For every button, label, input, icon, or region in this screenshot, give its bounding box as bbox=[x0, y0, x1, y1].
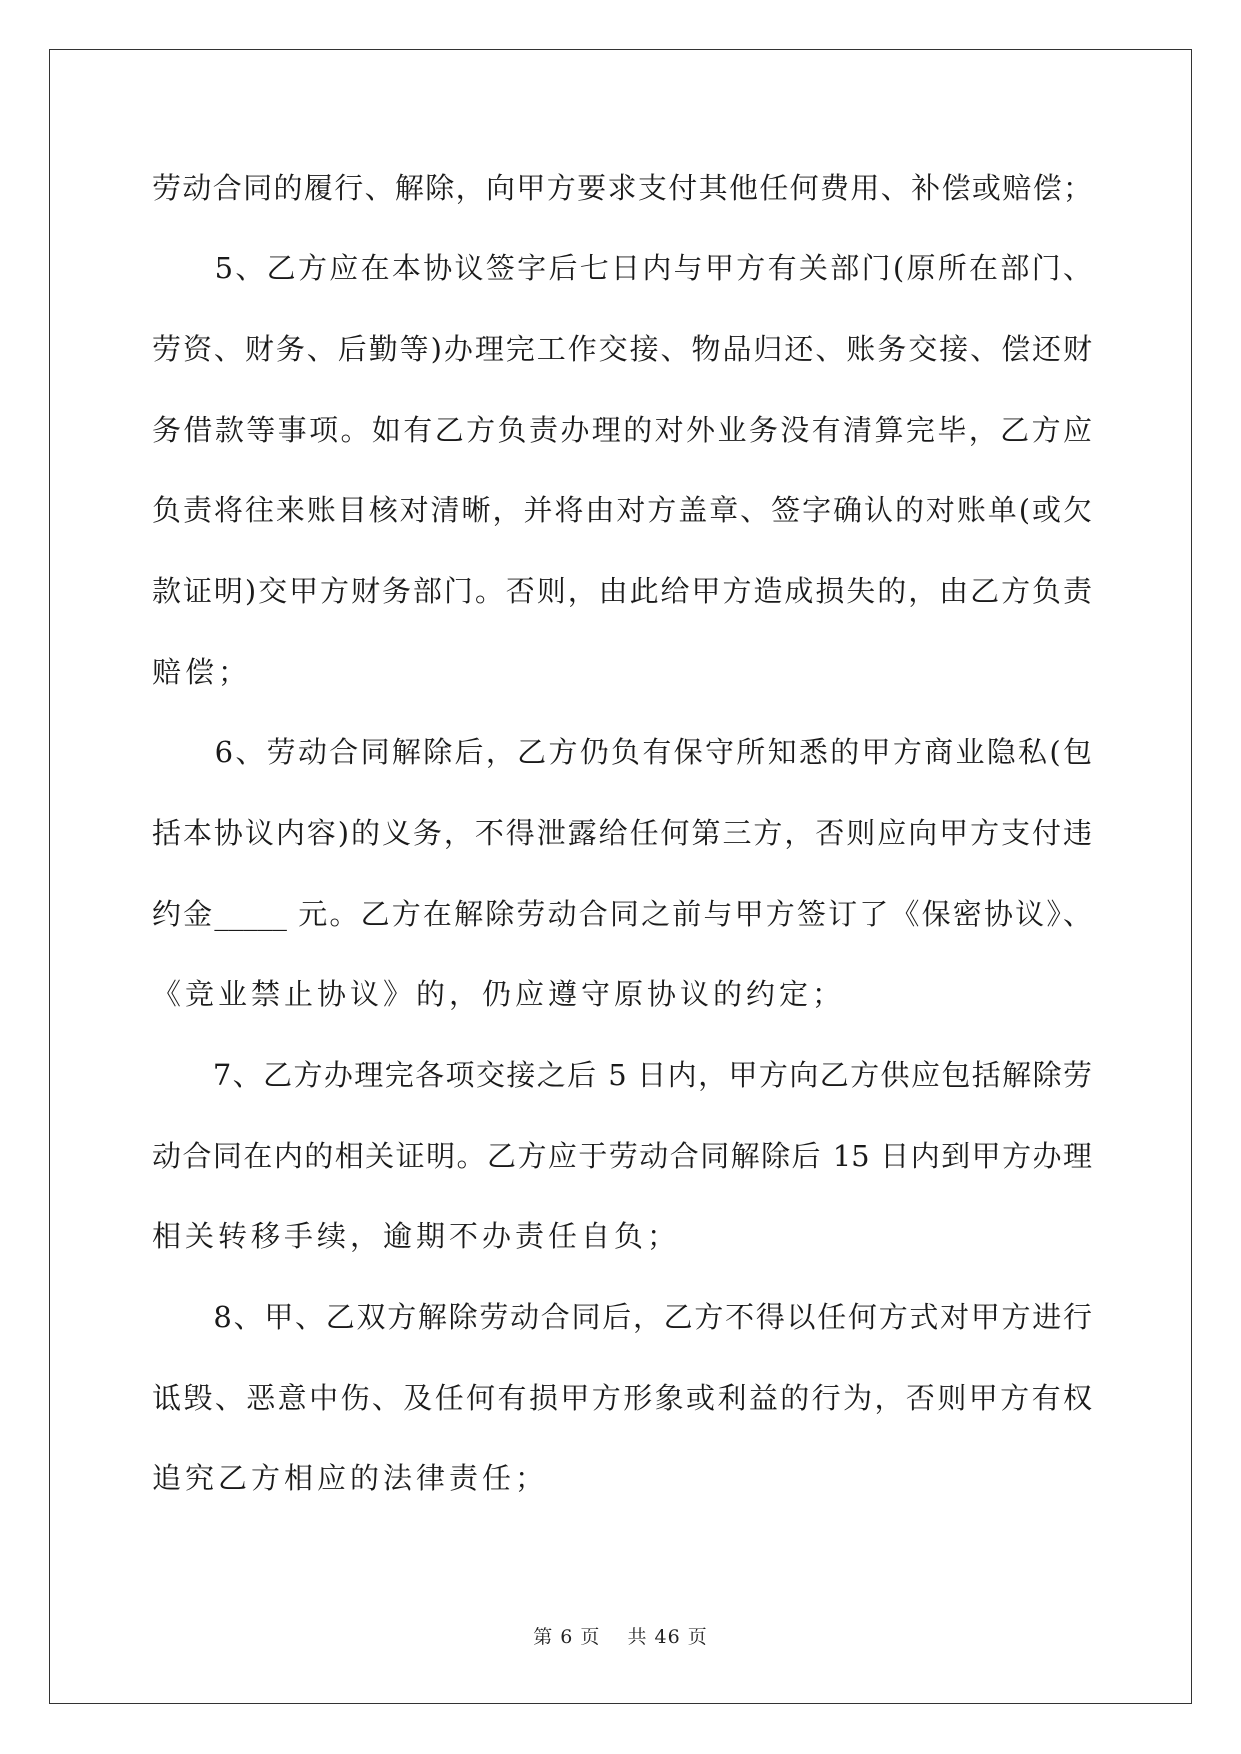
text-line: 务借款等事项。如有乙方负责办理的对外业务没有清算完毕，乙方应 bbox=[152, 413, 1092, 447]
text-line: 负责将往来账目核对清晰，并将由对方盖章、签字确认的对账单(或欠 bbox=[152, 493, 1092, 527]
page-frame bbox=[49, 49, 1192, 1704]
text-line: 诋毁、恶意中伤、及任何有损甲方形象或利益的行为，否则甲方有权 bbox=[152, 1381, 1092, 1415]
page-number: 第 6 页 共 46 页 bbox=[533, 1626, 708, 1648]
page-footer bbox=[0, 1622, 1241, 1649]
text-line: 括本协议内容)的义务，不得泄露给任何第三方，否则应向甲方支付违 bbox=[152, 816, 1092, 850]
text-line: 款证明)交甲方财务部门。否则，由此给甲方造成损失的，由乙方负责 bbox=[152, 574, 1092, 608]
text-line: 劳动合同的履行、解除，向甲方要求支付其他任何费用、补偿或赔偿； bbox=[152, 171, 1092, 205]
text-line: 8、甲、乙双方解除劳动合同后，乙方不得以任何方式对甲方进行 bbox=[152, 1300, 1092, 1334]
text-line: 赔偿； bbox=[152, 655, 252, 689]
text-line: 劳资、财务、后勤等)办理完工作交接、物品归还、账务交接、偿还财 bbox=[152, 332, 1092, 366]
text-line: 7、乙方办理完各项交接之后 5 日内，甲方向乙方供应包括解除劳 bbox=[152, 1058, 1092, 1092]
text-line: 6、劳动合同解除后，乙方仍负有保守所知悉的甲方商业隐私(包 bbox=[152, 735, 1092, 769]
text-line: 相关转移手续，逾期不办责任自负； bbox=[152, 1219, 681, 1253]
text-line: 追究乙方相应的法律责任； bbox=[152, 1461, 549, 1495]
text-line: 约金_____ 元。乙方在解除劳动合同之前与甲方签订了《保密协议》、 bbox=[152, 897, 1092, 931]
text-line: 《竞业禁止协议》的，仍应遵守原协议的约定； bbox=[152, 977, 846, 1011]
text-line: 动合同在内的相关证明。乙方应于劳动合同解除后 15 日内到甲方办理 bbox=[152, 1139, 1092, 1173]
text-line: 5、乙方应在本协议签字后七日内与甲方有关部门(原所在部门、 bbox=[152, 251, 1092, 285]
